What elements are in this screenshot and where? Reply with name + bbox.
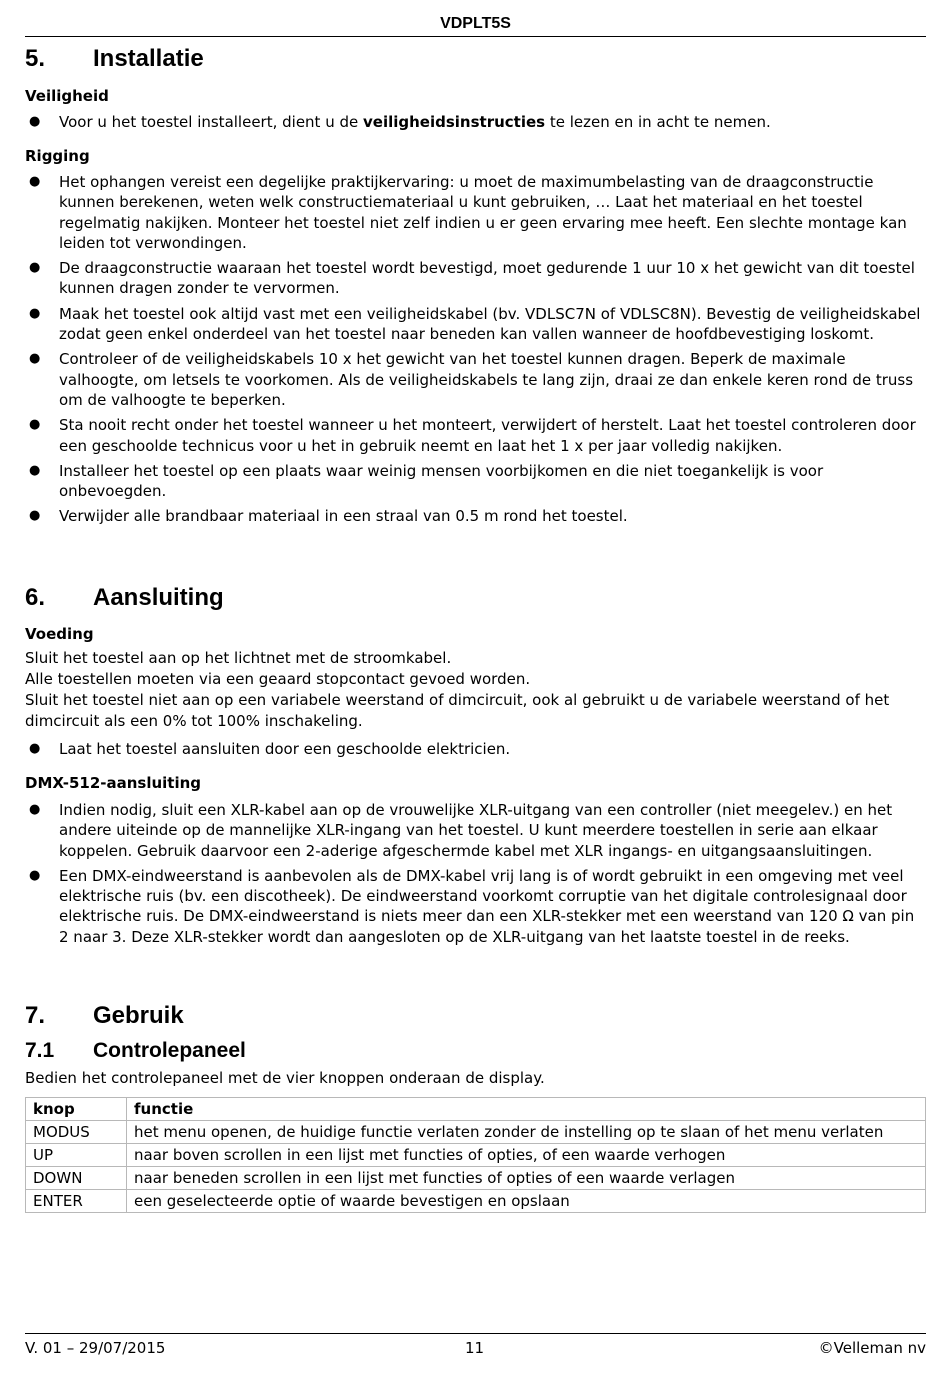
control-panel-table [25,1097,926,1213]
subsection-title: Controlepaneel [93,1039,246,1062]
table-row [26,1144,926,1167]
list-item: ● Installeer het toestel op een plaats waar weinig mensen voorbijkomen en die niet toegankelijk is voor onbevoegden. [29,461,824,501]
page-footer [25,1333,926,1360]
section-6-heading [25,584,224,612]
dmx-list [25,800,925,952]
section-7-heading [25,1002,184,1030]
list-item: ● Indien nodig, sluit een XLR-kabel aan op de vrouwelijke XLR-uitgang van een controller (niet meegelev.) en het andere uiteinde op de mannelijke XLR-ingang van het toestel. U kunt meerdere toestellen in serie aan elkaar koppelen. Gebruik daarvoor een 2-aderige afgeschermde kabel met XLR ingangs- en uitgangsaansluitingen. [29,801,893,860]
table-header-row [26,1098,926,1121]
cell-knop: ENTER [26,1190,127,1213]
list-item: ● Het ophangen vereist een degelijke praktijkervaring: u moet de maximumbelasting van de draagconstructie kunnen berekenen, weten welk constructiemateriaal u kunt gebruiken, … Laat het materiaal en het toestel regelmatig nakijken. Monteer het toestel niet zelf indien u er geen ervaring mee heeft. Een slechte montage kan leiden tot verwondingen. [29,173,907,252]
list-item: ● Sta nooit recht onder het toestel wanneer u het monteert, verwijdert of herstelt. Laat het toestel controleren door een geschoolde technicus voor u het in gebruik neemt en laat het 1 x per jaar volledig nakijken. [29,416,916,455]
subheading-voeding: Voeding [25,625,94,643]
list-item: ● Controleer of de veiligheidskabels 10 x het gewicht van het toestel kunnen dragen. Beperk de maximale valhoogte, om letsels te voorkomen. Als de veiligheidskabels te lang zijn, draai ze dan enkele keren rond de truss om de valhoogte te beperken. [29,350,914,409]
section-number: 6. [25,584,46,611]
list-item: ● Laat het toestel aansluiten door een geschoolde elektricien. [29,740,511,758]
column-header-functie: functie [127,1098,926,1121]
cell-functie: naar beneden scrollen in een lijst met functies of opties of een waarde verlagen [127,1167,926,1190]
cell-functie: een geselecteerde optie of waarde bevestigen en opslaan [127,1190,926,1213]
page-header [25,16,926,37]
cell-functie: naar boven scrollen in een lijst met functies of opties, of een waarde verhogen [127,1144,926,1167]
section-number: 5. [25,45,46,72]
cell-knop: MODUS [26,1121,127,1144]
list-item: ● Voor u het toestel installeert, dient u de veiligheidsinstructies te lezen en in acht te nemen. [29,113,771,131]
control-panel-intro: Bedien het controlepaneel met de vier knoppen onderaan de display. [25,1069,545,1087]
cell-functie: het menu openen, de huidige functie verlaten zonder de instelling op te slaan of het menu verlaten [127,1121,926,1144]
version-date: V. 01 – 29/07/2015 [25,1339,166,1357]
table-row [26,1190,926,1213]
rigging-list [25,172,925,532]
list-item: ● Maak het toestel ook altijd vast met een veiligheidskabel (bv. VDLSC7N of VDLSC8N). Bevestig de veiligheidskabel zodat geen enkel onderdeel van het toestel naar beneden kan vallen wanneer de hoofdbevestiging loskomt. [29,304,921,344]
section-number: 7. [25,1002,46,1029]
list-item: ● De draagconstructie waaraan het toestel wordt bevestigd, moet gedurende 1 uur 10 x het gewicht van dit toestel kunnen dragen zonder te vervormen. [29,259,915,298]
section-title: Gebruik [93,1002,184,1029]
cell-knop: UP [26,1144,127,1167]
cell-knop: DOWN [26,1167,127,1190]
model-name: VDPLT5S [440,15,511,32]
column-header-knop: knop [26,1098,127,1121]
section-5-heading [25,45,204,73]
subheading-rigging: Rigging [25,147,90,165]
subsection-number: 7.1 [25,1039,55,1062]
list-item: ● Verwijder alle brandbaar materiaal in een straal van 0.5 m rond het toestel. [29,507,628,526]
voeding-text: Sluit het toestel aan op het lichtnet met de stroomkabel. Alle toestellen moeten via een geaard stopcontact gevoed worden. Sluit het toestel niet aan op een variabele weerstand of dimcircuit, ook al gebruikt u de variabele weerstand of het dimcircuit als een 0% tot 100% inschakeling. [25,649,890,730]
section-title: Installatie [93,45,204,72]
copyright: ©Velleman nv [818,1339,926,1357]
section-title: Aansluiting [93,584,224,611]
veiligheid-list [25,112,925,137]
subheading-veiligheid: Veiligheid [25,87,109,105]
table-row [26,1167,926,1190]
page-number: 11 [465,1339,485,1357]
subheading-dmx: DMX-512-aansluiting [25,774,202,792]
voeding-list [25,739,925,764]
list-item: ● Een DMX-eindweerstand is aanbevolen als de DMX-kabel vrij lang is of wordt gebruikt in een omgeving met veel elektrische ruis (bv. een discotheek). De eindweerstand voorkomt corruptie van het digitale controlesignaal door elektrische ruis. De DMX-eindweerstand is niets meer dan een XLR-stekker met een weerstand van 120 Ω van pin 2 naar 3. Deze XLR-stekker wordt dan aangesloten op de XLR-uitgang van het laatste toestel in de reeks. [29,866,915,946]
table-row [26,1121,926,1144]
subsection-7-1-heading [25,1039,246,1063]
